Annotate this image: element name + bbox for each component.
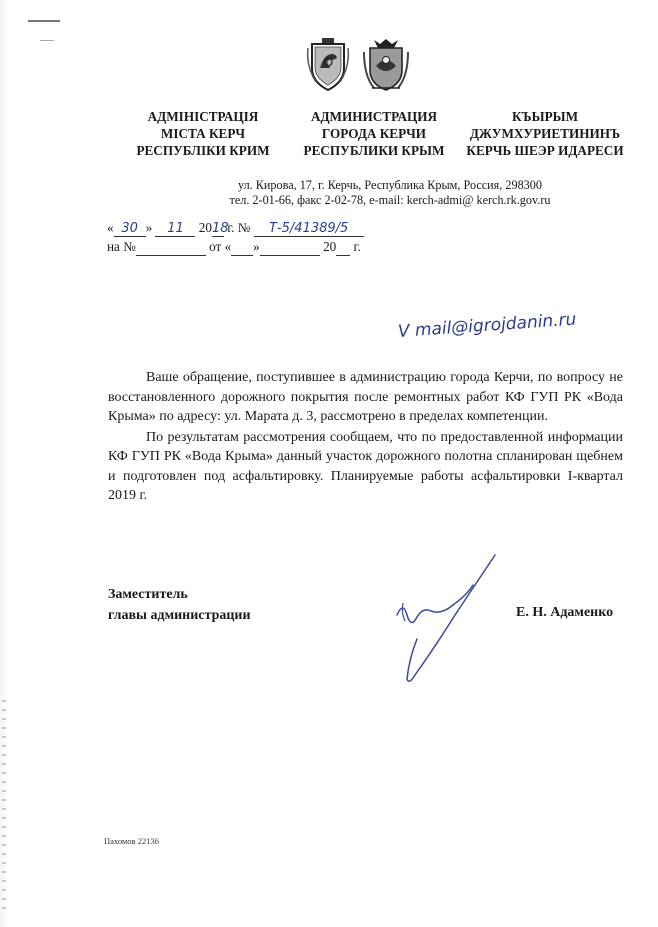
contact-line: тел. 2-01-66, факс 2-02-78, e-mail: kerch-admi@ kerch.rk.gov.ru xyxy=(229,193,551,207)
org-line: РЕСПУБЛІКИ КРИМ xyxy=(136,143,270,158)
org-heading-crimean-tatar xyxy=(460,108,630,159)
reg-month: 11 xyxy=(155,221,195,237)
body-paragraph-1: Ваше обращение, поступившее в администрацию города Керчи, по вопросу не восстановленного дорожного покрытия после ремонтных работ КФ ГУП РК «Вода Крыма» по адресу: ул. Марата д. 3, рассмотрено в пределах компетенции. xyxy=(108,370,623,424)
reg-year-prefix: 20 xyxy=(198,220,212,235)
signer-title xyxy=(108,584,251,626)
reg-day: 30 xyxy=(114,221,146,237)
outgoing-registration xyxy=(107,220,364,237)
signer-title-line: Заместитель xyxy=(108,587,188,602)
address-line: ул. Кирова, 17, г. Керчь, Республика Крым, Россия, 298300 xyxy=(238,178,542,192)
reg-number: Т-5/41389/5 xyxy=(254,221,364,237)
ref-number-blank xyxy=(136,239,206,256)
kerch-coat-of-arms-icon xyxy=(362,38,410,94)
ref-day-blank xyxy=(231,239,253,256)
body-paragraph-2: По результатам рассмотрения сообщаем, что по предоставленной информации КФ ГУП РК «Вода Крыма» данный участок дорожного полотна спланирован щебнем и подготовлен под асфальтировку. Планируемые работы асфальтировки I-квартал 2019 г. xyxy=(108,429,623,503)
corner-mark xyxy=(40,40,54,41)
org-heading-russian xyxy=(292,108,456,159)
letter-body xyxy=(108,368,623,506)
incoming-reference xyxy=(107,239,361,256)
scan-binding-marks xyxy=(2,700,6,910)
ref-year-suffix: г. xyxy=(353,239,361,254)
reg-year-suffix: 18 xyxy=(211,221,229,236)
handwritten-email: V mail@igrojdanin.ru xyxy=(397,309,577,342)
org-line: КЕРЧЬ ШЕЭР ИДАРЕСИ xyxy=(466,143,624,158)
ref-month-blank xyxy=(260,239,320,256)
ref-from: от « xyxy=(209,239,232,254)
reg-number-label: г. № xyxy=(227,220,251,235)
org-line: АДМИНИСТРАЦИЯ xyxy=(310,109,438,124)
org-line: ГОРОДА КЕРЧИ xyxy=(321,126,427,141)
quote-close: » xyxy=(145,220,153,235)
executor-note: Пахомов 22136 xyxy=(104,836,159,846)
signer-title-line: главы администрации xyxy=(108,608,251,623)
ref-quote-close: » xyxy=(253,239,260,254)
org-line: ДЖУМХУРИЕТИНИНЪ xyxy=(469,126,621,141)
ref-prefix: на № xyxy=(107,239,136,254)
quote-open: « xyxy=(107,220,114,235)
crimea-coat-of-arms-icon xyxy=(306,38,350,94)
signer-name: Е. Н. Адаменко xyxy=(516,605,614,620)
ref-year: 20 xyxy=(323,239,337,254)
org-heading-ukrainian xyxy=(128,108,278,159)
pen-mark xyxy=(28,20,60,22)
org-line: РЕСПУБЛИКИ КРЫМ xyxy=(303,143,445,158)
letterhead-address xyxy=(120,178,658,208)
org-line: КЪЫРЫМ xyxy=(511,109,579,124)
org-line: МІСТА КЕРЧ xyxy=(160,126,246,141)
org-line: АДМІНІСТРАЦІЯ xyxy=(147,109,259,124)
ref-year-blank xyxy=(336,239,350,256)
handwritten-signature-icon xyxy=(355,545,515,690)
